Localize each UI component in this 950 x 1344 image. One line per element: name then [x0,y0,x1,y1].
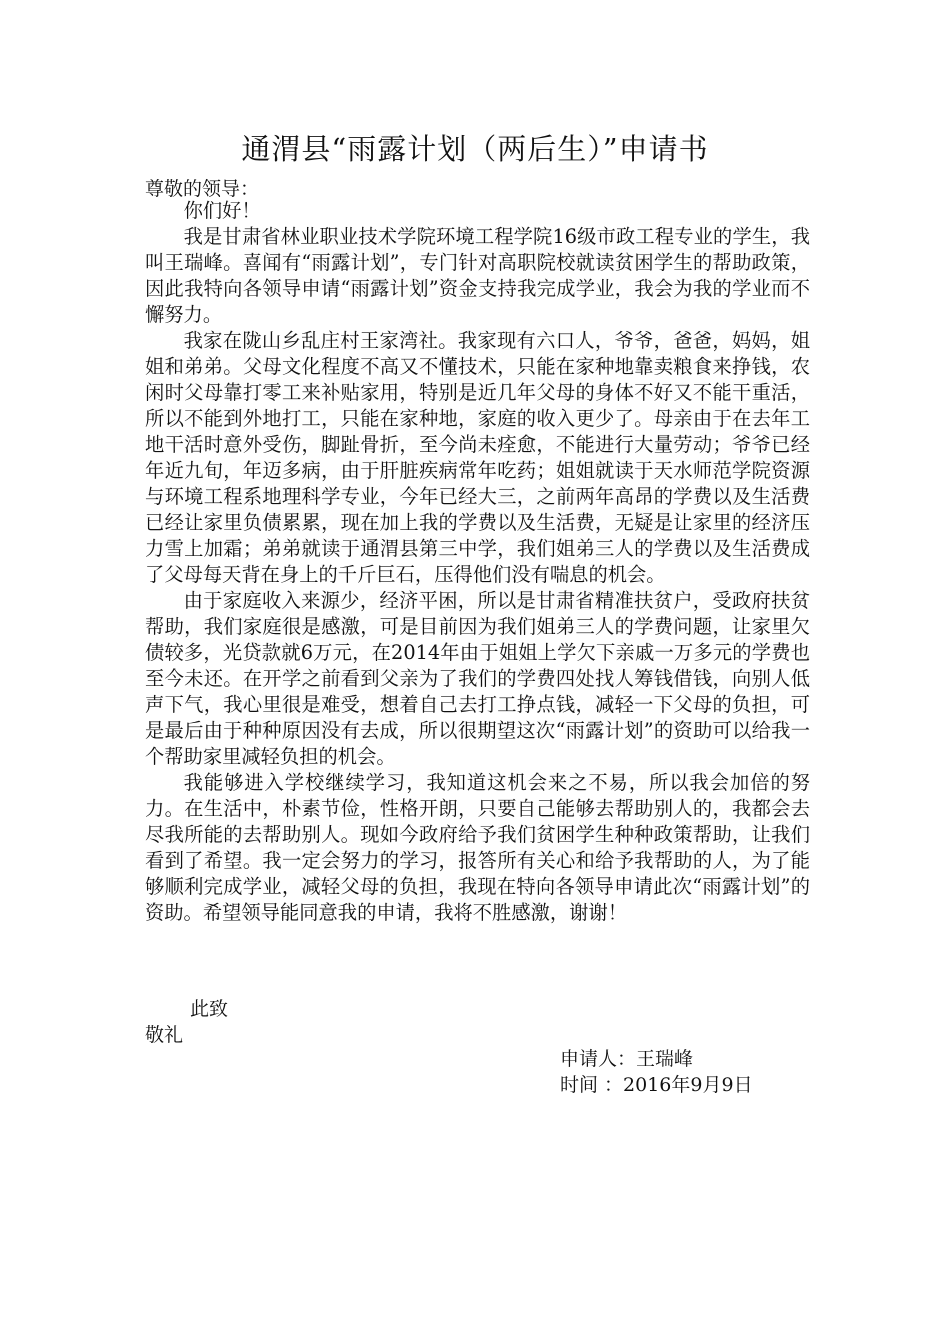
family-situation-paragraph: 我家在陇山乡乱庄村王家湾社。我家现有六口人，爷爷，爸爸，妈妈，姐姐和弟弟。父母文化程度不高又不懂技术，只能在家种地靠卖粮食来挣钱，农闲时父母靠打零工来补贴家用，特别是近几年父母的身体不好又不能干重活，所以不能到外地打工，只能在家种地，家庭的收入更少了。母亲由于在去年工地干活时意外受伤，脚趾骨折，至今尚未痊愈，不能进行大量劳动；爷爷已经年近九旬，年迈多病，由于肝脏疾病常年吃药；姐姐就读于天水师范学院资源与环境工程系地理科学专业，今年已经大三，之前两年高昂的学费以及生活费已经让家里负债累累，现在加上我的学费以及生活费，无疑是让家里的经济压力雪上加霜；弟弟就读于通渭县第三中学，我们姐弟三人的学费以及生活费成了父母每天背在身上的千斤巨石，压得他们没有喘息的机会。 [145,329,810,586]
financial-hardship-paragraph: 由于家庭收入来源少，经济平困，所以是甘肃省精准扶贫户，受政府扶贫帮助，我们家庭很是感激，可是目前因为我们姐弟三人的学费问题，让家里欠债较多，光贷款就6万元，在2014年由于姐姐上学欠下亲戚一万多元的学费也至今未还。在开学之前看到父亲为了我们的学费四处找人筹钱借钱，向别人低声下气，我心里很是难受，想着自己去打工挣点钱，减轻一下父母的负担，可是最后由于种种原因没有去成，所以很期望这次“雨露计划”的资助可以给我一个帮助家里减轻负担的机会。 [145,589,810,768]
closing-salute: 敬礼 [145,1024,184,1046]
commitment-paragraph: 我能够进入学校继续学习，我知道这机会来之不易，所以我会加倍的努力。在生活中，朴素节俭，性格开朗，只要自己能够去帮助别人的，我都会去尽我所能的去帮助别人。现如今政府给予我们贫困学生种种政策帮助，让我们看到了希望。我一定会努力的学习，报答所有关心和给予我帮助的人，为了能够顺利完成学业，减轻父母的负担，我现在特向各领导申请此次“雨露计划”的资助。希望领导能同意我的申请，我将不胜感激，谢谢！ [145,771,810,924]
letter-body [145,198,810,926]
closing-phrase: 此致 [190,998,229,1020]
application-date: 时间 ：2016年9月9日 [560,1074,753,1096]
introduction-paragraph: 我是甘肃省林业职业技术学院环境工程学院16级市政工程专业的学生，我叫王瑞峰。喜闻有“雨露计划”，专门针对高职院校就读贫困学生的帮助政策，因此我特向各领导申请“雨露计划”资金支持我完成学业，我会为我的学业而不懈努力。 [145,225,810,326]
greeting-paragraph: 你们好！ [183,199,261,222]
applicant-name: 申请人：王瑞峰 [560,1048,694,1070]
salutation: 尊敬的领导： [145,178,260,200]
document-title: 通渭县“雨露计划（两后生）”申请书 [241,132,709,166]
